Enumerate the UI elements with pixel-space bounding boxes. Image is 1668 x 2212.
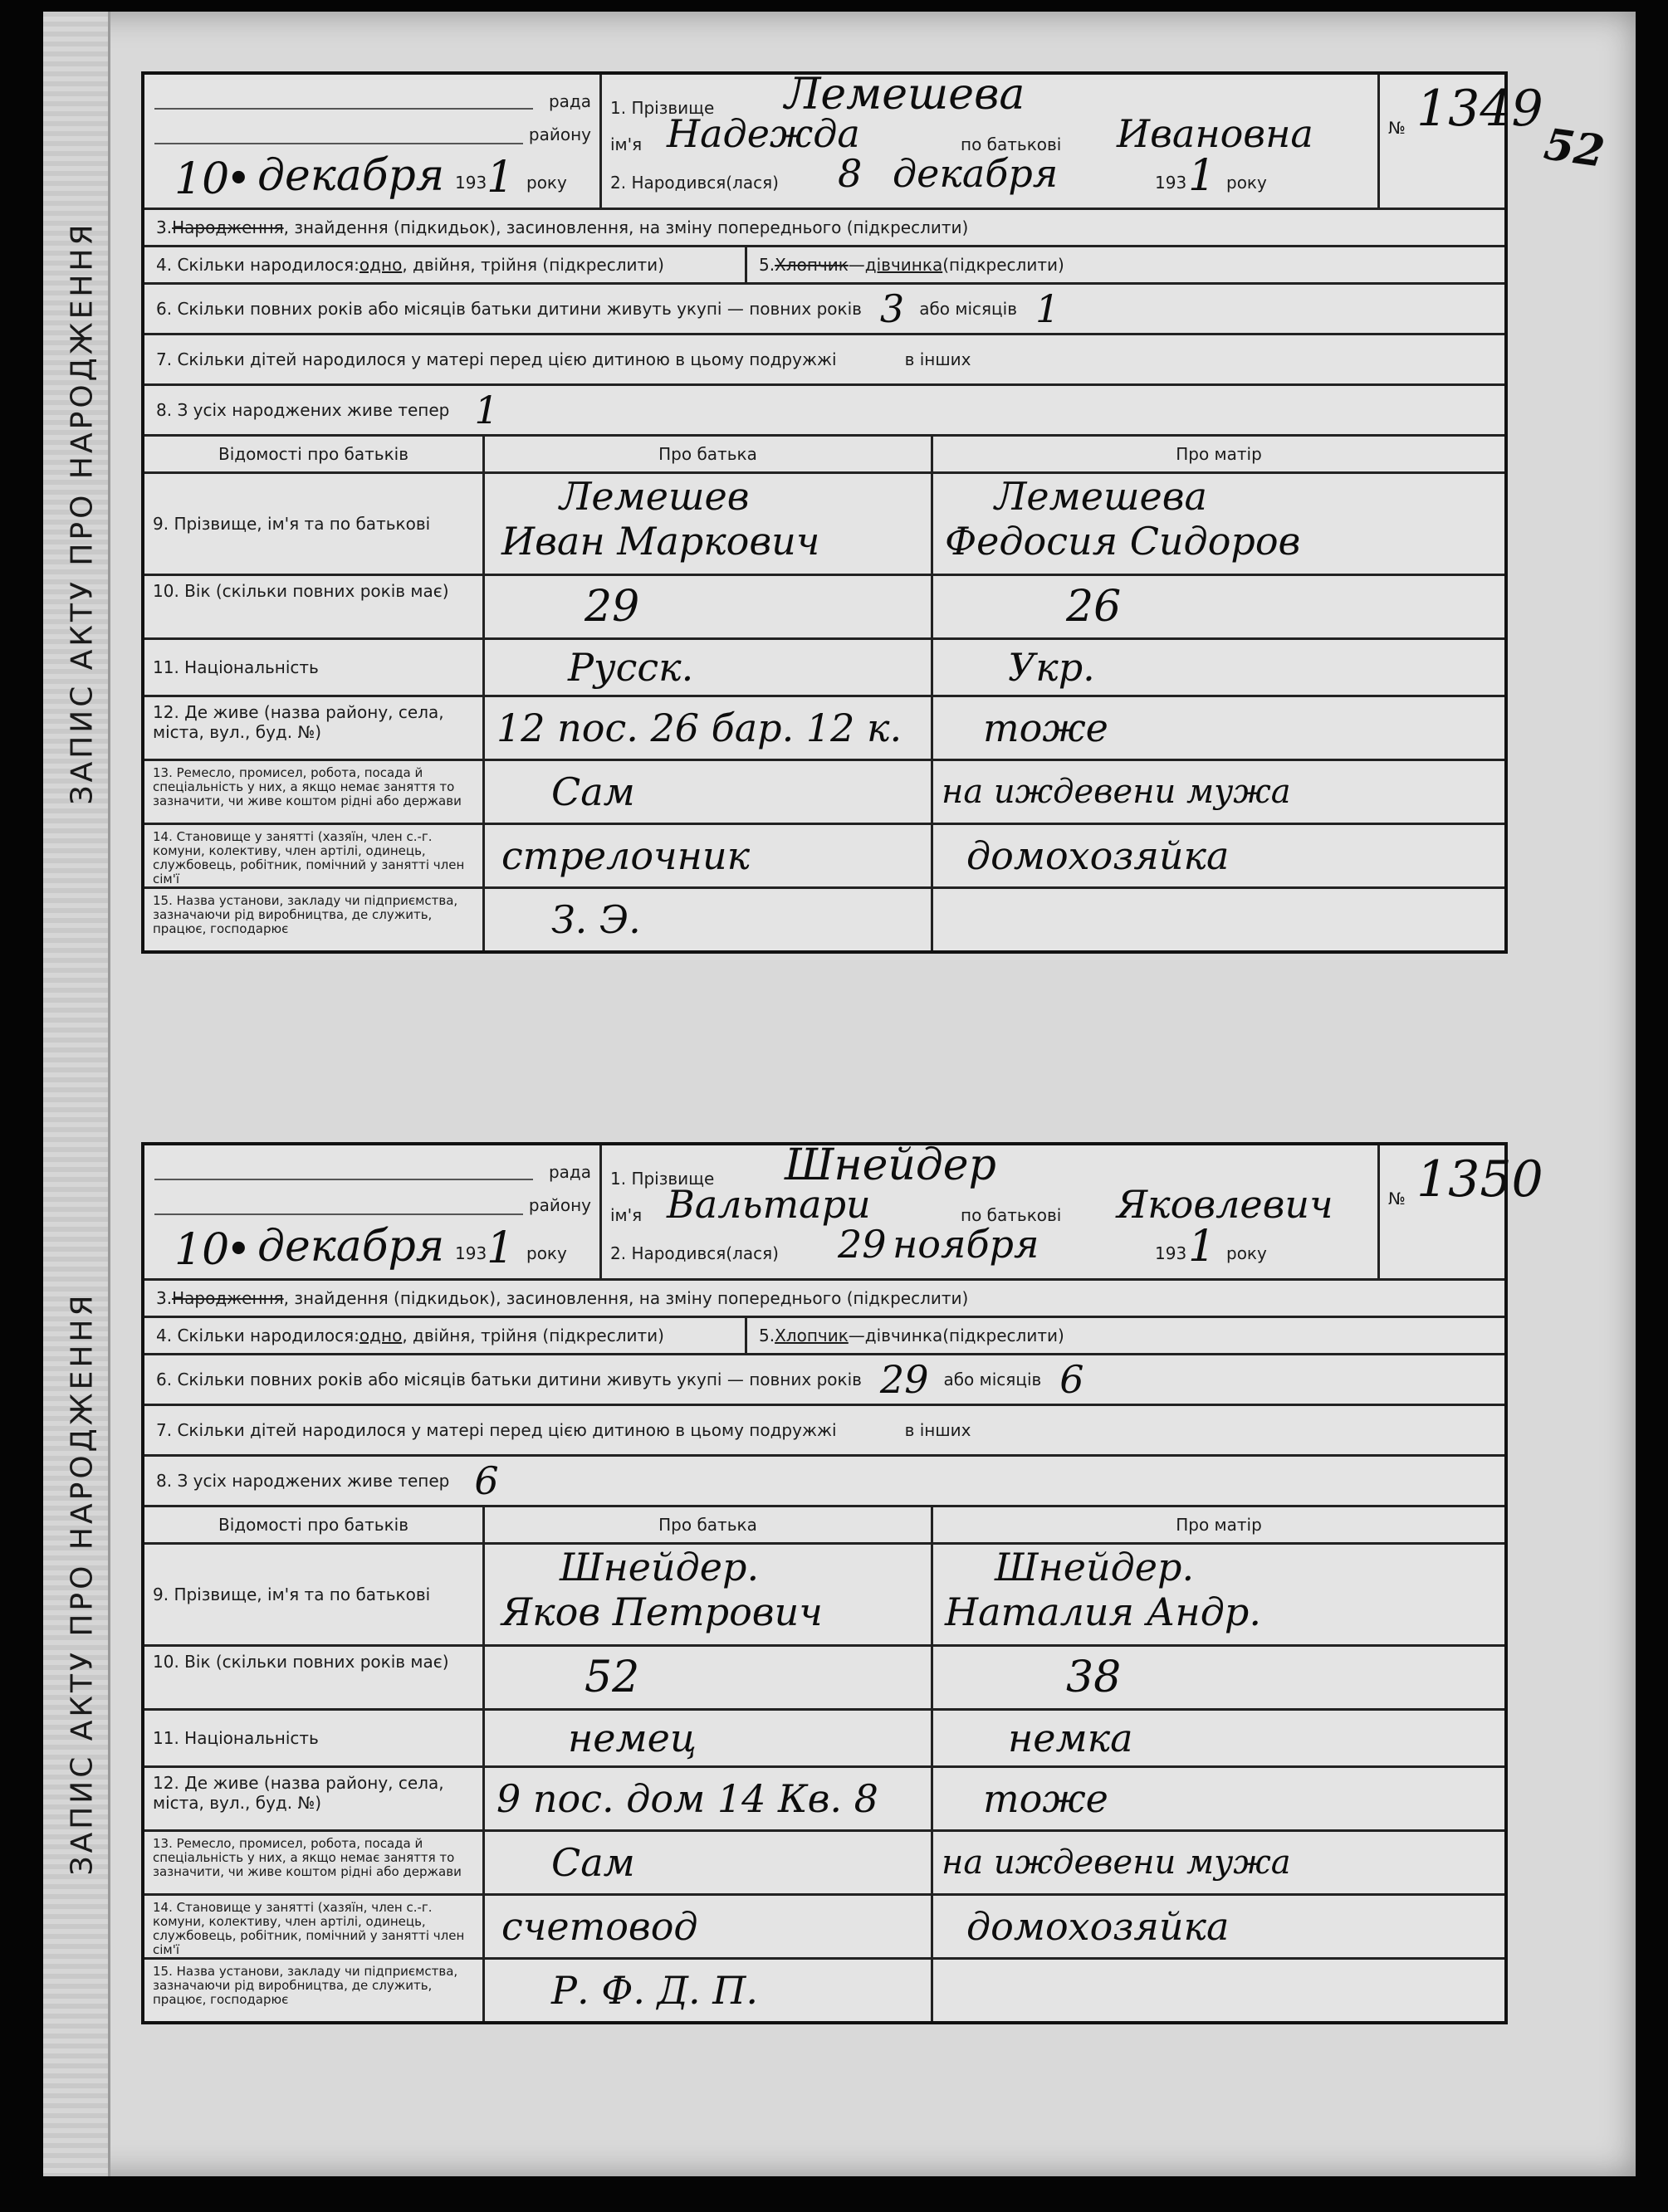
mother-name-line1: Лемешева — [995, 474, 1207, 519]
parents-table-header — [144, 437, 1504, 474]
row-12-residence — [144, 697, 1504, 761]
reg-roku-label: року — [526, 173, 567, 193]
field-3-row — [144, 210, 1504, 247]
field-6: 6. Скільки повних років або місяців батьки дитини живуть укупі — повних років 29 або місяців 6 — [156, 1357, 1084, 1402]
years-together: 3 — [879, 286, 905, 331]
mother-occupation: на иждевени мужа — [942, 1843, 1291, 1882]
field-3: 3. Народження , знайдення (підкидьок), засиновлення, на зміну попереднього (підкреслити) — [156, 1288, 969, 1308]
mother-name-line1: Шнейдер. — [995, 1545, 1195, 1589]
father-employer: Р. Ф. Д. П. — [485, 1960, 933, 2021]
field-8: 8. З усіх народжених живе тепер 1 — [156, 388, 499, 432]
number-sign: № — [1388, 1189, 1406, 1209]
side-title-text: ЗАПИС АКТУ ПРО НАРОДЖЕННЯ — [65, 221, 100, 804]
father-name-line2: Яков Петрович — [501, 1589, 823, 1634]
born-label: 2. Народився(лася) — [610, 173, 779, 193]
father-age: 29 — [485, 576, 933, 637]
field-8-row — [144, 386, 1504, 437]
child-identity-block — [602, 1140, 1380, 1278]
father-nationality: Русск. — [485, 640, 933, 695]
child-surname: Лемешева — [785, 70, 1025, 120]
field-5: 5. Хлопчик — дівчинка (підкреслити) — [759, 255, 1064, 275]
mother-name-line2: Наталия Андр. — [945, 1589, 1261, 1634]
months-together: 1 — [1035, 286, 1060, 331]
father-name-line2: Иван Маркович — [501, 519, 820, 564]
reg-month: декабря — [257, 151, 445, 201]
child-surname: Шнейдер — [785, 1140, 996, 1190]
rada-label: рада — [548, 91, 591, 111]
row-15-employer — [144, 889, 1504, 950]
reg-year: 1 — [487, 1223, 515, 1273]
alive-now: 1 — [474, 388, 499, 432]
field-7-row — [144, 335, 1504, 386]
mother-name-line2: Федосия Сидоров — [945, 519, 1301, 564]
raion-label: району — [528, 1195, 591, 1215]
th-mother: Про матір — [1176, 444, 1262, 464]
reg-year-prefix: 193 — [455, 1243, 487, 1263]
r9-label: 9. Прізвище, ім'я та по батькові — [144, 1545, 485, 1644]
years-together: 29 — [879, 1357, 929, 1402]
record-side-title — [32, 1145, 132, 2021]
mother-name — [933, 1545, 1504, 1644]
field-3-row — [144, 1281, 1504, 1318]
reg-year: 1 — [487, 153, 515, 203]
r13-label: 13. Ремесло, промисел, робота, посада й спеціальність у них, а якщо немає заняття то зазначити, чи живе коштом рідні або держави — [144, 761, 485, 823]
child-patronymic: Ивановна — [1117, 111, 1313, 156]
field-7: 7. Скільки дітей народилося у матері перед цією дитиною в цьому подружжі в інших — [156, 1420, 971, 1440]
field-6: 6. Скільки повних років або місяців батьки дитини живуть укупі — повних років 3 або місяців 1 — [156, 286, 1060, 331]
row-13-occupation — [144, 761, 1504, 825]
mother-residence: тоже — [983, 1776, 1108, 1821]
r11-label: 11. Національність — [144, 1711, 485, 1765]
birth-month: ноября — [893, 1222, 1039, 1267]
field-6-row — [144, 285, 1504, 335]
th-father: Про батька — [485, 1507, 933, 1542]
row-9-names — [144, 474, 1504, 576]
months-together: 6 — [1059, 1357, 1084, 1402]
side-title-text: ЗАПИС АКТУ ПРО НАРОДЖЕННЯ — [65, 1292, 100, 1875]
birth-day: 29 — [838, 1222, 887, 1267]
mother-nationality: Укр. — [1008, 645, 1095, 690]
birth-year-prefix: 193 — [1155, 173, 1187, 193]
surname-label: 1. Прізвище — [610, 98, 715, 118]
reg-year-prefix: 193 — [455, 173, 487, 193]
registration-block — [144, 1145, 602, 1278]
father-name — [485, 474, 933, 574]
r12-label: 12. Де живе (назва району, села, міста, вул., буд. №) — [144, 697, 485, 759]
father-residence: 12 пос. 26 бар. 12 к. — [485, 697, 933, 759]
birth-year-prefix: 193 — [1155, 1243, 1187, 1263]
reg-dot: • — [226, 154, 252, 204]
record-side-title — [32, 75, 132, 950]
father-name-line1: Шнейдер. — [560, 1545, 760, 1589]
father-occupation: Сам — [485, 761, 933, 823]
count-one-marked: одно — [359, 255, 403, 275]
field-7: 7. Скільки дітей народилося у матері перед цією дитиною в цьому подружжі в інших — [156, 349, 971, 369]
row-14-position — [144, 1896, 1504, 1960]
record-number-block — [1380, 75, 1543, 208]
father-employer: З. Э. — [485, 889, 933, 950]
r14-label: 14. Становище у занятті (хазяїн, член с.-г. комуни, колективу, член артілі, одинець, службовець, робітник, помічний у занятті член сім'ї — [144, 1896, 485, 1957]
field-8: 8. З усіх народжених живе тепер 6 — [156, 1458, 499, 1503]
mother-employer — [933, 1960, 1504, 2021]
r12-label: 12. Де живе (назва району, села, міста, вул., буд. №) — [144, 1768, 485, 1829]
mother-occupation: на иждевени мужа — [942, 773, 1291, 811]
raion-label: району — [528, 125, 591, 144]
row-10-age — [144, 1647, 1504, 1711]
reg-roku-label: року — [526, 1243, 567, 1263]
r10-label: 10. Вік (скільки повних років має) — [144, 576, 485, 637]
mother-position: домохозяйка — [966, 833, 1230, 878]
reg-month: декабря — [257, 1222, 445, 1272]
count-one-marked: одно — [359, 1326, 403, 1345]
row-14-position — [144, 825, 1504, 889]
born-label: 2. Народився(лася) — [610, 1243, 779, 1263]
field-5: 5. Хлопчик — дівчинка (підкреслити) — [759, 1326, 1064, 1345]
reg-day: 10 — [174, 154, 230, 204]
birth-option-marked: Народження — [172, 217, 284, 237]
th-mother: Про матір — [1176, 1515, 1262, 1535]
father-name — [485, 1545, 933, 1644]
father-age: 52 — [485, 1647, 933, 1708]
row-11-nationality — [144, 640, 1504, 697]
field-4: 4. Скільки народилося: одно , двійня, трійня (підкреслити) — [144, 1318, 747, 1353]
page-number: 52 — [1541, 119, 1608, 178]
sex-girl: дівчинка — [864, 1326, 943, 1345]
birth-year: 1 — [1188, 151, 1216, 201]
father-residence: 9 пос. дом 14 Кв. 8 — [485, 1768, 933, 1829]
record-header — [144, 1140, 1543, 1281]
name-label: ім'я — [610, 134, 643, 154]
father-name-line1: Лемешев — [560, 474, 750, 519]
th-info: Відомості про батьків — [144, 437, 485, 471]
row-15-employer — [144, 1960, 1504, 2021]
father-nationality: немец — [485, 1711, 933, 1765]
child-patronymic: Яковлевич — [1117, 1182, 1333, 1227]
birth-option-marked: Народження — [172, 1288, 284, 1308]
rada-label: рада — [548, 1162, 591, 1182]
father-position: стрелочник — [485, 825, 933, 886]
child-identity-block — [602, 70, 1380, 208]
th-father: Про батька — [485, 437, 933, 471]
birth-record — [65, 70, 1543, 954]
row-9-names — [144, 1545, 1504, 1647]
record-header — [144, 70, 1543, 210]
sex-boy: Хлопчик — [775, 255, 849, 275]
row-13-occupation — [144, 1832, 1504, 1896]
alive-now: 6 — [474, 1458, 499, 1503]
row-11-nationality — [144, 1711, 1504, 1768]
r13-label: 13. Ремесло, промисел, робота, посада й спеціальність у них, а якщо немає заняття то зазначити, чи живе коштом рідні або держави — [144, 1832, 485, 1893]
birth-record — [65, 1140, 1543, 2024]
name-label: ім'я — [610, 1205, 643, 1225]
sex-boy: Хлопчик — [775, 1326, 849, 1345]
birth-year: 1 — [1188, 1222, 1216, 1272]
child-name: Вальтари — [667, 1182, 871, 1227]
field-4-5-row — [144, 247, 1504, 285]
field-6-row — [144, 1355, 1504, 1406]
mother-age: 38 — [1066, 1653, 1122, 1702]
mother-residence: тоже — [983, 706, 1108, 750]
birth-month: декабря — [893, 151, 1059, 196]
r9-label: 9. Прізвище, ім'я та по батькові — [144, 474, 485, 574]
r14-label: 14. Становище у занятті (хазяїн, член с.-г. комуни, колективу, член артілі, одинець, службовець, робітник, помічний у занятті член сім'ї — [144, 825, 485, 886]
parents-table-header — [144, 1507, 1504, 1545]
patronymic-label: по батькові — [961, 134, 1062, 154]
number-sign: № — [1388, 118, 1406, 138]
father-occupation: Сам — [485, 1832, 933, 1893]
r11-label: 11. Національність — [144, 640, 485, 695]
mother-employer — [933, 889, 1504, 950]
r15-label: 15. Назва установи, закладу чи підприємства, зазначаючи рід виробництва, де служить, працює, господарює — [144, 1960, 485, 2021]
reg-day: 10 — [174, 1225, 230, 1275]
registration-block — [144, 75, 602, 208]
father-position: счетовод — [485, 1896, 933, 1957]
row-12-residence — [144, 1768, 1504, 1832]
mother-age: 26 — [1066, 582, 1122, 632]
field-3: 3. Народження , знайдення (підкидьок), засиновлення, на зміну попереднього (підкреслити) — [156, 217, 969, 237]
patronymic-label: по батькові — [961, 1205, 1062, 1225]
th-info: Відомості про батьків — [144, 1507, 485, 1542]
field-8-row — [144, 1457, 1504, 1507]
mother-name — [933, 474, 1504, 574]
mother-nationality: немка — [1008, 1716, 1133, 1760]
birth-day: 8 — [838, 151, 863, 196]
record-number-block — [1380, 1145, 1543, 1278]
sex-girl: дівчинка — [864, 255, 943, 275]
field-4-5-row — [144, 1318, 1504, 1355]
field-4: 4. Скільки народилося: одно , двійня, трійня (підкреслити) — [144, 247, 747, 282]
birth-roku-label: року — [1226, 1243, 1267, 1263]
mother-position: домохозяйка — [966, 1904, 1230, 1949]
r15-label: 15. Назва установи, закладу чи підприємства, зазначаючи рід виробництва, де служить, працює, господарює — [144, 889, 485, 950]
row-10-age — [144, 576, 1504, 640]
record-number: 1350 — [1416, 1150, 1543, 1209]
r10-label: 10. Вік (скільки повних років має) — [144, 1647, 485, 1708]
record-number: 1349 — [1416, 80, 1543, 138]
child-name: Надежда — [667, 111, 860, 156]
field-7-row — [144, 1406, 1504, 1457]
birth-roku-label: року — [1226, 173, 1267, 193]
surname-label: 1. Прізвище — [610, 1169, 715, 1189]
reg-dot: • — [226, 1225, 252, 1275]
